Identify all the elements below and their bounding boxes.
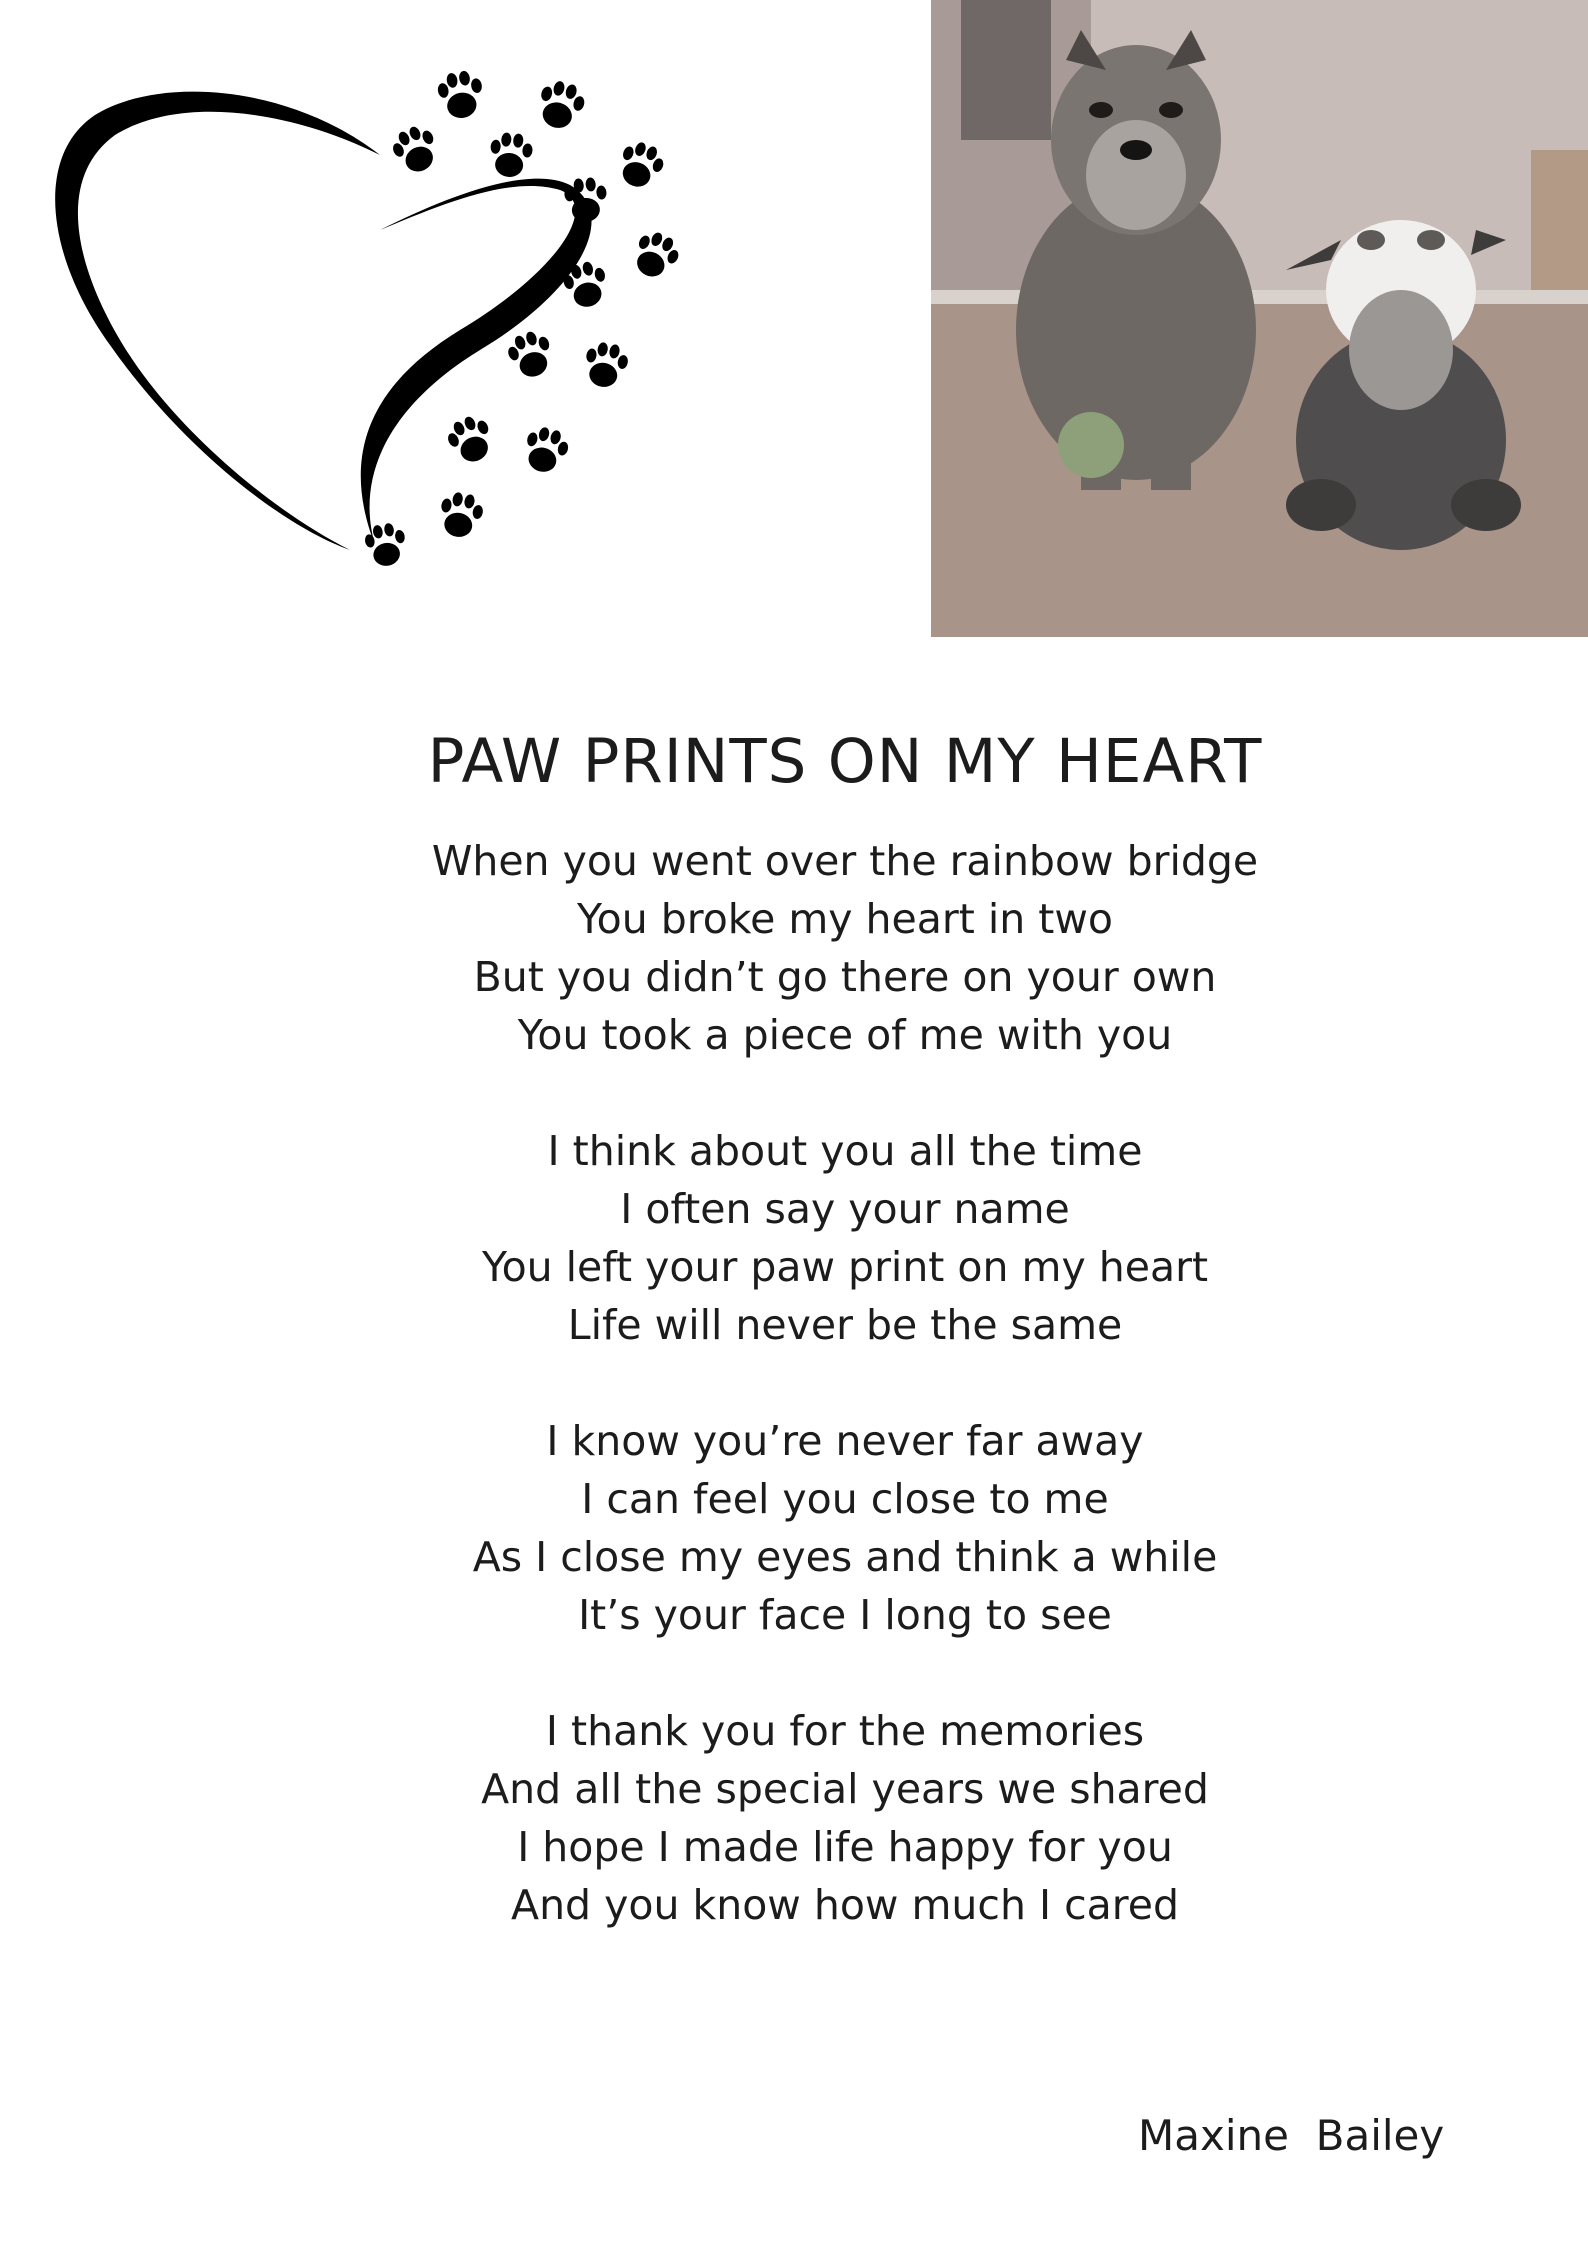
stanza [0,1412,1588,1644]
poem-line: You broke my heart in two [577,895,1113,943]
stanza [0,1122,1588,1354]
poem-line: When you went over the rainbow bridge [431,837,1259,885]
poem-line: I thank you for the memories [545,1707,1145,1755]
heart-paw-prints-icon [40,55,700,595]
poem-line: You left your paw print on my heart [481,1243,1209,1291]
poem-line: And all the special years we shared [481,1765,1209,1813]
poem-line: It’s your face I long to see [578,1591,1112,1639]
poem-line: I often say your name [620,1185,1070,1233]
poem-line: You took a piece of me with you [517,1011,1173,1059]
poem-line: I hope I made life happy for you [517,1823,1173,1871]
poem-body [0,832,1588,1992]
poem-line: Life will never be the same [567,1301,1123,1349]
poem-title: PAW PRINTS ON MY HEART [427,726,1263,797]
poem-line: I can feel you close to me [581,1475,1109,1523]
poem-line: I know you’re never far away [546,1417,1144,1465]
poem-line: As I close my eyes and think a while [472,1533,1218,1581]
poem-line: And you know how much I cared [511,1881,1179,1929]
poem-line: But you didn’t go there on your own [473,953,1217,1001]
stanza [0,832,1588,1064]
dogs-photo [931,0,1588,637]
author-name: Maxine Bailey [1138,2111,1445,2160]
poem-line: I think about you all the time [547,1127,1143,1175]
stanza [0,1702,1588,1934]
